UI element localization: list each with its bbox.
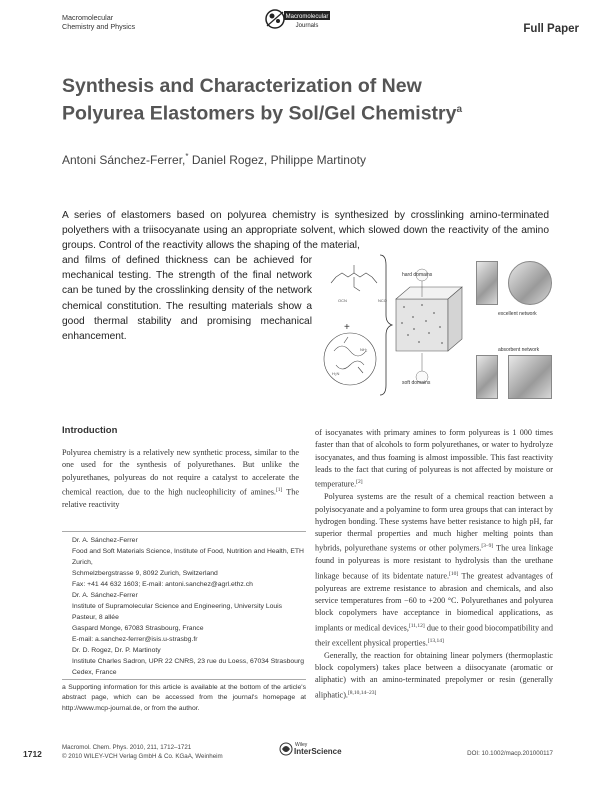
title-footnote-marker: a — [456, 104, 463, 115]
doi: DOI: 10.1002/macp.201000117 — [467, 750, 553, 757]
section-label: Full Paper — [523, 23, 579, 35]
intro-left-column: Polyurea chemistry is a relatively new synthetic process, similar to the one used for the synthesis of polyurethanes. But unlike the polyurethanes, polyureas do not require a catalyst to accelerate the chemical reaction, due to the high nucleophilicity of amines.[1] The relative reactivity — [62, 448, 299, 509]
affiliation-line: Schmelzbergstrasse 9, 8092 Zurich, Switzerland — [72, 570, 218, 577]
logo-text-2: Journals — [295, 23, 319, 29]
logo-top-text: Wiley — [295, 742, 308, 748]
svg-text:OCN: OCN — [338, 298, 347, 303]
affiliation-line: Fax: +41 44 632 1603; E-mail: antoni.sanchez@agrl.ethz.ch — [72, 581, 253, 588]
affiliation-line: E-mail: a.sanchez-ferrer@isis.u-strasbg.fr — [72, 636, 198, 643]
label-soft-domains: soft domains — [402, 380, 431, 386]
photo-vial-bottom — [476, 355, 498, 399]
logo-main-text: InterScience — [294, 747, 342, 756]
toc-plus: + — [344, 322, 350, 333]
abstract-narrow: and films of defined thickness can be achieved for mechanical testing. The strength of the final network can be tuned by the crosslinking density of the network chemical constitution. The resulting materials show a good thermal stability and promising mechanical enhancement. — [62, 255, 312, 343]
affiliation-line: Institute Charles Sadron, UPR 22 CNRS, 23 rue du Loess, 67034 Strasbourg Cedex, France — [72, 658, 304, 676]
title-line1: Synthesis and Characterization of New — [62, 75, 422, 97]
citation-line1: Macromol. Chem. Phys. 2010, 211, 1712–1721 — [62, 744, 192, 751]
photo-vial-top — [476, 261, 498, 305]
svg-text:NCO: NCO — [378, 298, 387, 303]
citation-block — [62, 744, 223, 761]
triisocyanate-structure — [331, 265, 377, 291]
toc-graphic — [318, 247, 553, 407]
affiliation-line: Food and Soft Materials Science, Institute of Food, Nutrition and Health, ETH Zurich, — [72, 548, 304, 566]
polyamine-sphere — [324, 333, 376, 385]
label-absorbent-network: absorbent network — [498, 347, 540, 353]
supporting-info-footnote: a Supporting information for this article is available at the bottom of the article's abstract page, which can be accessed from the journal's homepage at http://www.mcp-journal.de, or from the author. — [62, 679, 306, 714]
intro-right-column — [315, 427, 553, 702]
affiliation-line: Dr. D. Rogez, Dr. P. Martinoty — [72, 647, 161, 654]
page-number: 1712 — [23, 749, 42, 759]
affiliation-line: Dr. A. Sánchez-Ferrer — [72, 537, 138, 544]
paragraph: of isocyanates with primary amines to form polyureas is 1 000 times faster than that of alcohols to form polyurethanes, or water to hydrolyze isocyanates, and thus foaming is almost impossible. This fast reactivity leads to the fact that curing of polyureas is not affected by moisture or temperature.[2] — [315, 428, 553, 489]
affiliation-line: Institute of Supramolecular Science and Engineering, University Louis Pasteur, 8 allée — [72, 603, 283, 621]
ref-marker: [1] — [275, 486, 283, 493]
author-list: Antoni Sánchez-Ferrer,* Daniel Rogez, Philippe Martinoty — [62, 152, 366, 167]
label-hard-domains: hard domains — [402, 272, 433, 278]
svg-text:NH₂: NH₂ — [360, 347, 368, 352]
network-cube — [396, 287, 462, 351]
citation-line2: © 2010 WILEY-VCH Verlag GmbH & Co. KGaA, Weinheim — [62, 752, 223, 760]
affiliation-line: Gaspard Monge, 67083 Strasbourg, France — [72, 625, 204, 632]
corresponding-author-marker: * — [185, 152, 189, 161]
article-title — [62, 74, 552, 126]
journal-name-line1: Macromolecular — [62, 13, 114, 22]
affiliation-line: Dr. A. Sánchez-Ferrer — [72, 592, 138, 599]
photo-film-top — [508, 261, 552, 305]
svg-text:H₂N: H₂N — [332, 371, 340, 376]
interscience-logo — [278, 738, 344, 762]
affiliations-box — [62, 531, 306, 678]
label-excellent-network: excellent network — [498, 311, 537, 317]
paragraph: Generally, the reaction for obtaining linear polymers (thermoplastic block copolymers) takes place between a diisocyanate (aromatic or aliphatic) with an amino-terminated prepolymer or resin (generally aliphatic).[8,10,14–23] — [315, 650, 553, 700]
logo-text-1: Macromolecular — [285, 14, 329, 20]
section-heading-introduction: Introduction — [62, 425, 118, 436]
photo-film-bottom — [508, 355, 552, 399]
macromolecular-journals-logo — [262, 8, 332, 34]
journal-name — [62, 13, 172, 31]
brace-icon — [380, 255, 392, 395]
title-line2: Polyurea Elastomers by Sol/Gel Chemistry$^a$ — [62, 102, 463, 125]
journal-name-line2: Chemistry and Physics — [62, 22, 136, 31]
abstract-wide: A series of elastomers based on polyurea chemistry is synthesized by crosslinking amino-terminated polyethers with a triisocyanate using an appropriate solvent, which slowed down the reactivity of the amino groups. Control of the reactivity allows the shaping of the material, — [62, 210, 549, 252]
paragraph: Polyurea systems are the result of a chemical reaction between a polyisocyanate and a polyamine to form urea groups that can interact by hydrogen bonding. These systems have better resistance to high pH, far superior thermal properties and much higher melting points than hybrids, polyurethane systems or other polymers.[3–9] The urea linkage found in polyureas is more resistant to hydrolysis than the urethane linkage because of its bidentate nature.[10] The greatest advantages of polyureas are extreme resistance to abrasion and chemicals, and also service temperatures from −60 to +200 °C. Polyurethanes and polyurea block copolymers have acceptance in biomedical applications, as implants or medical devices,[11,12] due to their good biocompatibility and their excellent physical properties.[13,14] — [315, 492, 553, 648]
